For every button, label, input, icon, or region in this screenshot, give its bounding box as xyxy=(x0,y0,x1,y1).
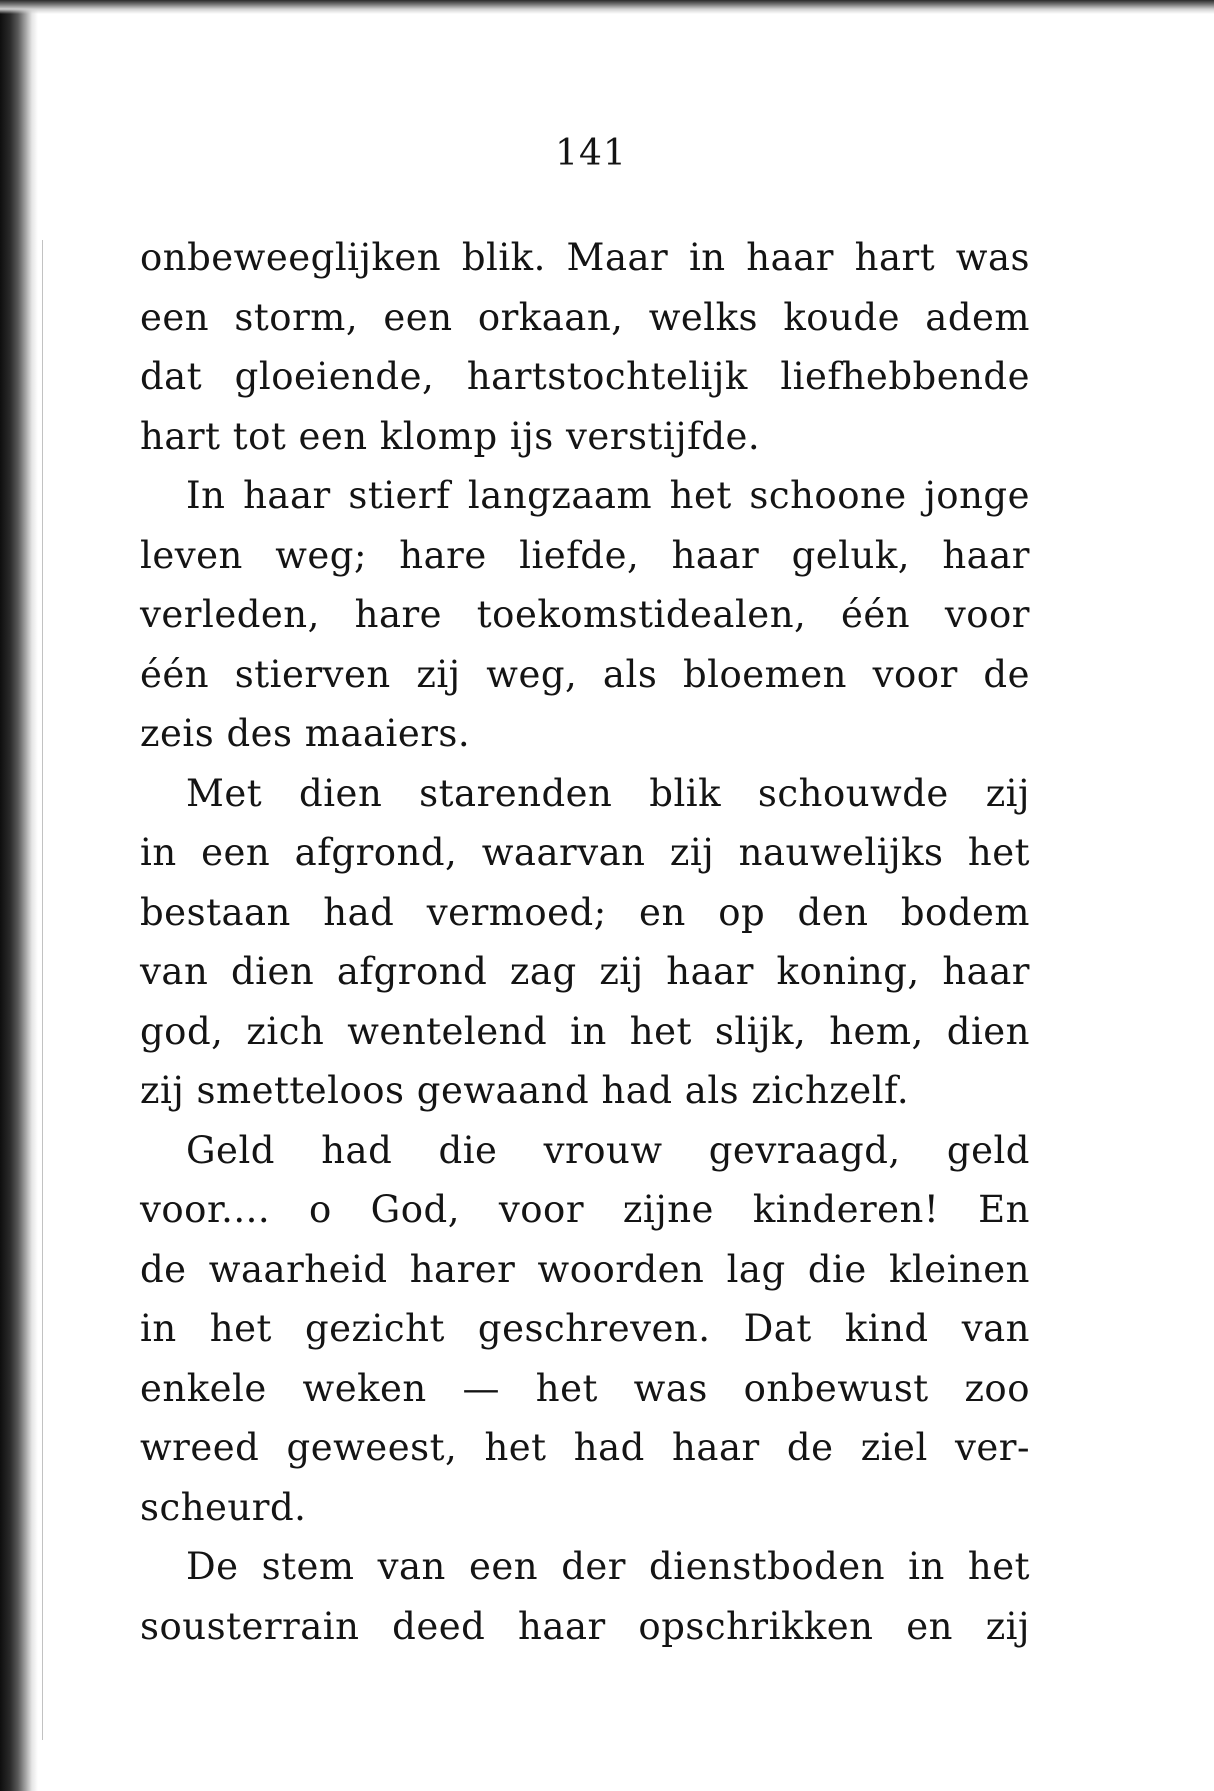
text-line: leven weg; hare liefde, haar geluk, haar xyxy=(140,533,1030,577)
text-line: sousterrain deed haar opschrikken en zij xyxy=(140,1604,1030,1648)
text-line: bestaan had vermoed; en op den bodem xyxy=(140,890,1030,934)
text-line: van dien afgrond zag zij haar koning, haar xyxy=(140,950,1030,993)
text-line: Geld had die vrouw gevraagd, geld xyxy=(186,1128,1030,1172)
text-line: zij smetteloos gewaand had als zichzelf. xyxy=(140,1069,910,1112)
text-line: in het gezicht geschreven. Dat kind van xyxy=(140,1307,1030,1350)
text-line: scheurd. xyxy=(140,1485,307,1529)
text-line: enkele weken — het was onbewust zoo xyxy=(140,1366,1030,1410)
gutter-line xyxy=(42,240,43,1740)
text-line: god, zich wentelend in het slijk, hem, dien xyxy=(140,1009,1030,1053)
top-edge xyxy=(0,0,1214,14)
text-line: verleden, hare toekomstidealen, één voor xyxy=(140,593,1030,636)
text-line: in een afgrond, waarvan zij nauwelijks het xyxy=(140,831,1030,874)
text-line: zeis des maaiers. xyxy=(140,712,471,755)
page-number-text: 141 xyxy=(555,133,627,174)
text-line: onbeweeglijken blik. Maar in haar hart was xyxy=(140,236,1030,279)
text-line: dat gloeiende, hartstochtelijk liefhebbende xyxy=(140,355,1030,398)
text-line: een storm, een orkaan, welks koude adem xyxy=(140,295,1030,339)
binding-edge xyxy=(0,0,38,1791)
page-number xyxy=(0,132,1214,176)
text-line: voor.... o God, voor zijne kinderen! En xyxy=(140,1188,1030,1231)
text-line: hart tot een klomp ijs verstijfde. xyxy=(140,414,761,458)
text-line: Met dien starenden blik schouwde zij xyxy=(186,771,1030,815)
text-line: De stem van een der dienstboden in het xyxy=(186,1545,1030,1588)
text-line: In haar stierf langzaam het schoone jonge xyxy=(186,474,1030,517)
body-text xyxy=(140,228,1030,1656)
text-line: één stierven zij weg, als bloemen voor de xyxy=(140,652,1030,696)
text-line: de waarheid harer woorden lag die kleinen xyxy=(140,1247,1030,1291)
text-line: wreed geweest, het had haar de ziel ver- xyxy=(140,1426,1030,1469)
